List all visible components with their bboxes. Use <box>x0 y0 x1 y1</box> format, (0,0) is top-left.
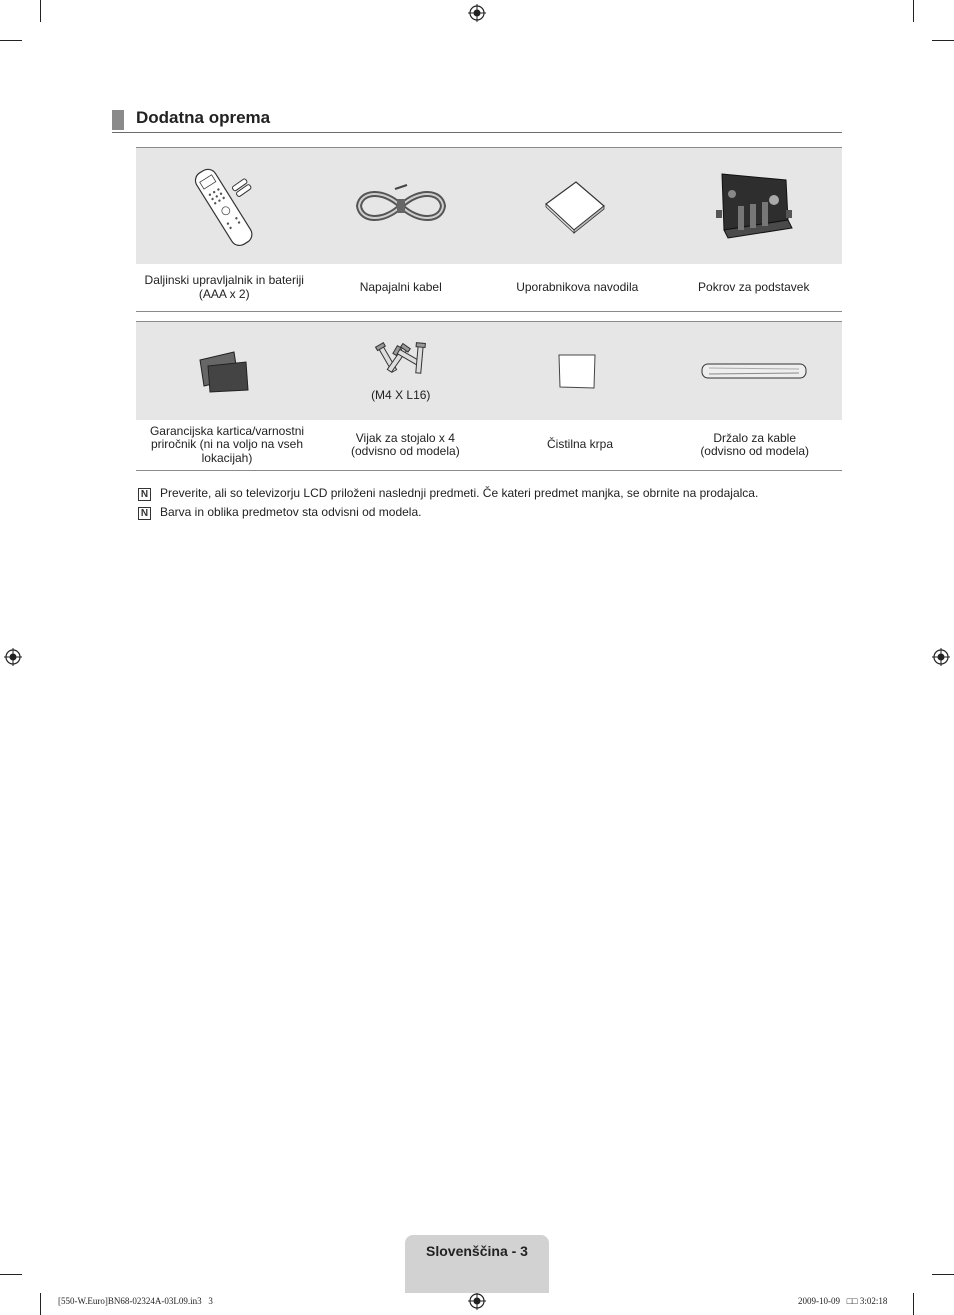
accessories-row-1 <box>136 147 842 312</box>
page-number-label: Slovenščina - 3 <box>426 1243 528 1259</box>
footer-timestamp: 2009-10-09 □□ 3:02:18 <box>798 1296 888 1306</box>
item-caption <box>345 432 466 459</box>
caption-text: Daljinski upravljalnik in bateriji (AAA x 2) <box>144 273 304 301</box>
section-heading <box>112 108 842 133</box>
item-caption: Garancijska kartica/varnostni priročnik (ni na voljo na vseh lokacijah) <box>149 423 305 465</box>
note-text: Barva in oblika predmetov sta odvisni od modela. <box>160 505 422 519</box>
item-caption-cell <box>666 264 843 311</box>
crop-mark <box>913 0 914 22</box>
note-icon: N <box>138 488 151 501</box>
registration-mark-icon <box>468 1292 486 1310</box>
item-caption-cell <box>136 264 313 311</box>
item-caption <box>354 281 448 295</box>
item-caption <box>692 281 815 295</box>
crop-mark <box>0 1274 22 1275</box>
warranty-card-icon <box>196 348 252 394</box>
crop-mark <box>40 0 41 22</box>
item-caption <box>139 274 310 301</box>
registration-mark-icon <box>468 4 486 22</box>
item-image-cell <box>489 148 666 264</box>
item-caption <box>510 281 644 295</box>
crop-mark <box>932 1274 954 1275</box>
stand-cover-icon <box>712 170 796 242</box>
remote-control-icon <box>184 161 264 251</box>
registration-mark-icon <box>4 648 22 666</box>
registration-mark-icon <box>932 648 950 666</box>
accessories-row-2 <box>136 321 842 471</box>
item-caption <box>694 432 815 459</box>
footer-file-info: [550-W.Euro]BN68-02324A-03L09.in3 3 <box>58 1296 213 1306</box>
crop-mark <box>40 1293 41 1315</box>
page-number-tab <box>405 1235 549 1293</box>
caption-row <box>136 264 842 311</box>
item-image-cell <box>666 148 843 264</box>
crop-mark <box>0 40 22 41</box>
item-image-cell <box>136 148 313 264</box>
item-image-cell <box>313 322 490 420</box>
item-caption-cell <box>136 420 318 470</box>
cable-holder-icon <box>699 359 809 383</box>
screw-size-label: (M4 X L16) <box>371 388 431 402</box>
item-caption-cell <box>313 264 490 311</box>
item-image-cell <box>313 148 490 264</box>
crop-mark <box>932 40 954 41</box>
caption-row <box>136 420 842 470</box>
item-image-cell <box>489 322 666 420</box>
item-caption-cell <box>667 420 842 470</box>
item-caption-cell <box>489 264 666 311</box>
manual-icon <box>542 176 612 236</box>
item-caption-cell <box>493 420 668 470</box>
caption-text: Pokrov za podstavek <box>698 279 810 294</box>
note-icon: N <box>138 507 151 520</box>
note-item <box>138 505 858 524</box>
caption-text: Uporabnikova navodila <box>516 279 639 294</box>
notes-list <box>138 486 858 524</box>
caption-text: Vijak za stojalo x 4 (odvisno od modela) <box>350 430 460 458</box>
note-item <box>138 486 858 505</box>
crop-mark <box>913 1293 914 1315</box>
section-title: Dodatna oprema <box>136 108 271 127</box>
heading-bar <box>112 110 124 130</box>
screws-icon <box>373 339 429 379</box>
item-caption-cell <box>318 420 493 470</box>
caption-text: Držalo za kable (odvisno od modela) <box>700 430 810 458</box>
image-row <box>136 148 842 264</box>
image-row <box>136 322 842 420</box>
item-caption <box>541 438 619 452</box>
power-cable-icon <box>353 181 449 231</box>
item-image-cell <box>666 322 843 420</box>
cleaning-cloth-icon <box>556 352 598 390</box>
note-text: Preverite, ali so televizorju LCD priloženi naslednji predmeti. Če kateri predmet manjka, se obrnite na prodajalca. <box>160 486 759 500</box>
caption-text: Napajalni kabel <box>359 279 442 294</box>
caption-text: Čistilna krpa <box>546 437 614 452</box>
item-image-cell <box>136 322 313 420</box>
